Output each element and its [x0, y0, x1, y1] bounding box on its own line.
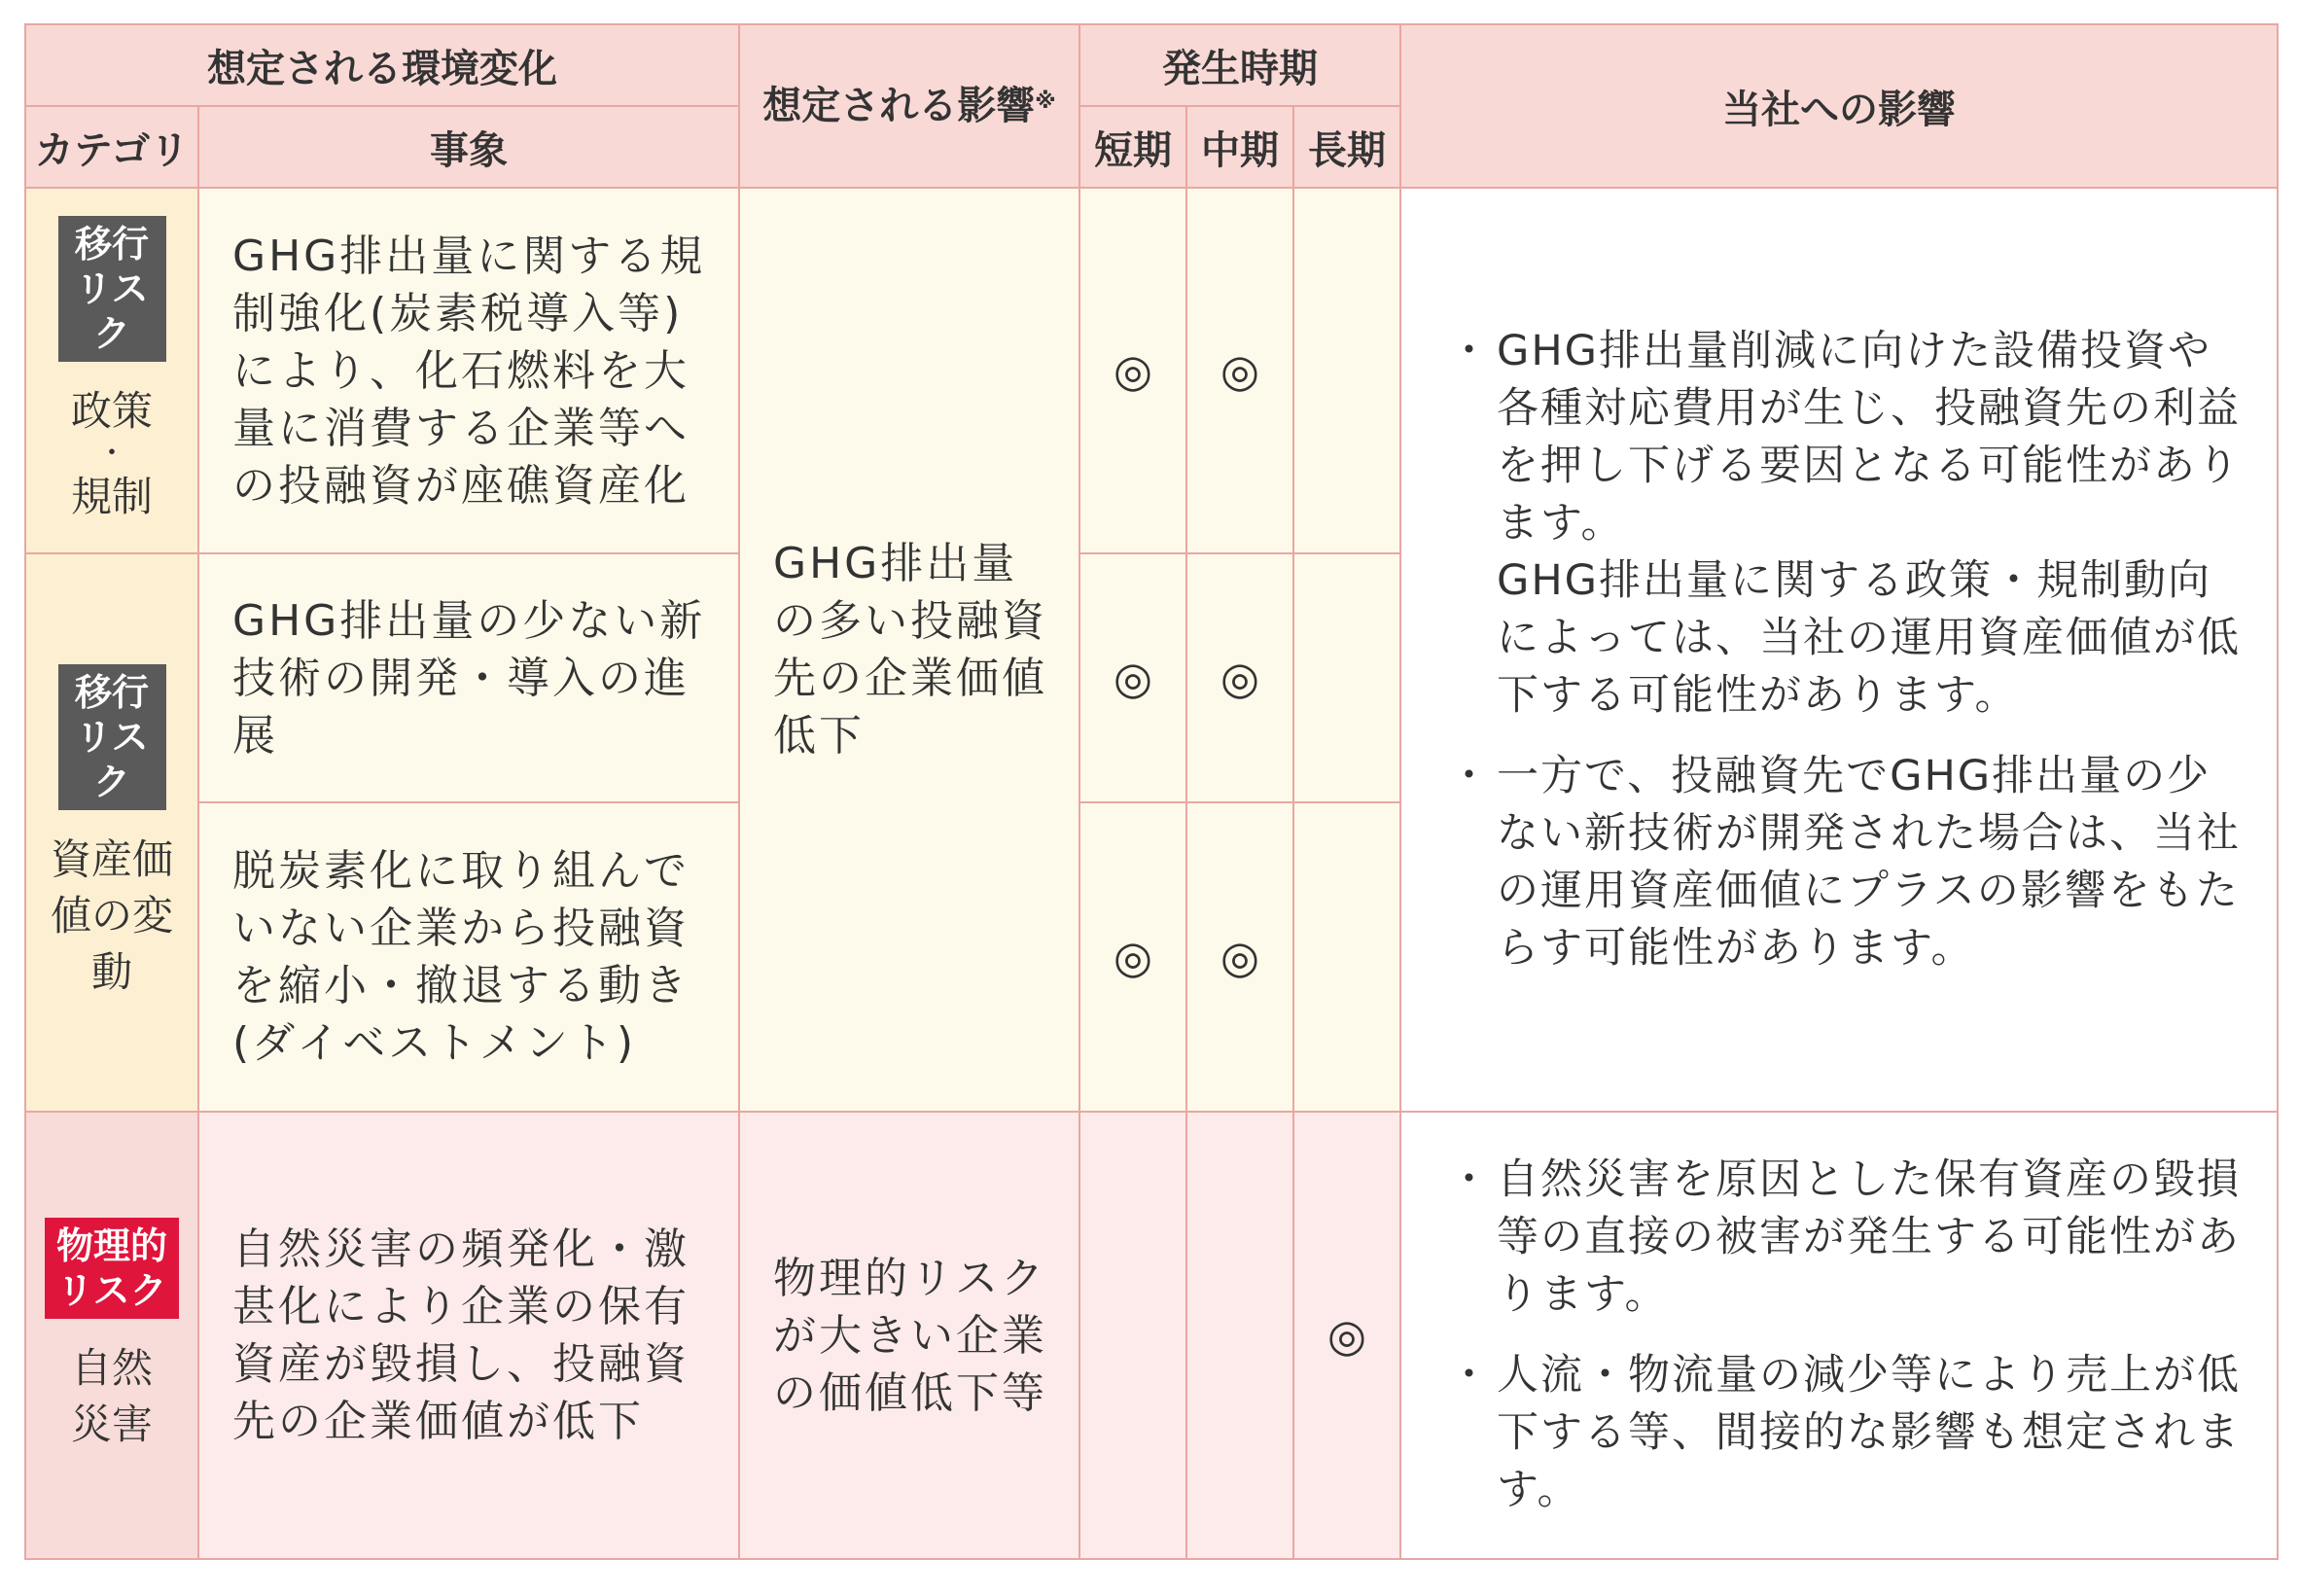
expected-impact-header	[739, 24, 1079, 188]
category-label-top: 政策	[70, 387, 153, 435]
physical-effect-list	[1452, 1152, 2242, 1519]
event-cell: 脱炭素化に取り組んでいない企業から投融資を縮小・撤退する動き(ダイベストメント)	[198, 802, 739, 1112]
short-term-mark: ◎	[1079, 802, 1186, 1112]
category-label: 自然災害	[71, 1344, 154, 1448]
category-cell	[25, 553, 198, 1112]
physical-risk-badge	[45, 1218, 179, 1319]
short-term-mark: ◎	[1079, 188, 1186, 553]
category-dot: ・	[97, 437, 126, 471]
event-header: 事象	[198, 106, 739, 188]
event-cell: GHG排出量に関する規制強化(炭素税導入等)により、化石燃料を大量に消費する企業等への投融資が座礁資産化	[198, 188, 739, 553]
transition-risk-badge	[58, 216, 166, 362]
effect-text-continued: GHG排出量に関する政策・規制動向によっては、当社の運用資産価値が低下する可能性があります。	[1497, 555, 2241, 720]
mid-term-mark: ◎	[1186, 188, 1293, 553]
badge-label: 物理的リスク	[55, 1224, 167, 1312]
list-item: ・ 自然災害を原因とした保有資産の毀損等の直接の被害が発生する可能性があります。	[1452, 1152, 2242, 1324]
short-term-mark	[1079, 1112, 1186, 1559]
physical-effect-cell	[1400, 1112, 2278, 1559]
badge-label: 移行リスク	[74, 671, 149, 803]
timing-header: 発生時期	[1079, 24, 1400, 106]
long-term-header: 長期	[1293, 106, 1400, 188]
long-term-mark: ◎	[1293, 1112, 1400, 1559]
mid-term-mark: ◎	[1186, 553, 1293, 802]
category-cell	[25, 188, 198, 553]
table-row	[25, 1112, 2278, 1559]
short-term-header: 短期	[1079, 106, 1186, 188]
transition-effect-list	[1452, 323, 2242, 977]
badge-label: 移行リスク	[74, 223, 149, 355]
short-term-mark: ◎	[1079, 553, 1186, 802]
mid-term-mark	[1186, 1112, 1293, 1559]
expected-impact-label: 想定される影響	[762, 84, 1036, 128]
category-label: 資産価値の変動	[51, 835, 174, 996]
category-label-bottom: 規制	[70, 473, 153, 520]
list-item: ・ 人流・物流量の減少等により売上が低下する等、間接的な影響も想定されます。	[1452, 1347, 2242, 1519]
long-term-mark	[1293, 553, 1400, 802]
physical-impact-cell: 物理的リスクが大きい企業の価値低下等	[739, 1112, 1079, 1559]
long-term-mark	[1293, 802, 1400, 1112]
effect-header: 当社への影響	[1400, 24, 2278, 188]
transition-risk-badge	[58, 664, 166, 810]
env-change-header: 想定される環境変化	[25, 24, 739, 106]
event-cell: 自然災害の頻発化・激甚化により企業の保有資産が毀損し、投融資先の企業価値が低下	[198, 1112, 739, 1559]
category-header: カテゴリ	[25, 106, 198, 188]
category-cell	[25, 1112, 198, 1559]
transition-effect-cell	[1400, 188, 2278, 1112]
climate-risk-table	[24, 23, 2279, 1560]
event-cell: GHG排出量の少ない新技術の開発・導入の進展	[198, 553, 739, 802]
effect-text: ・ GHG排出量削減に向けた設備投資や各種対応費用が生じ、投融資先の利益を押し下げる要因となる可能性があります。	[1497, 326, 2241, 548]
note-mark: ※	[1035, 89, 1056, 114]
mid-term-header: 中期	[1186, 106, 1293, 188]
list-item	[1452, 323, 2242, 725]
mid-term-mark: ◎	[1186, 802, 1293, 1112]
header-row-1	[25, 24, 2278, 106]
list-item: ・ 一方で、投融資先でGHG排出量の少ない新技術が開発された場合は、当社の運用資産価値にプラスの影響をもたらす可能性があります。	[1452, 748, 2242, 977]
transition-impact-cell: GHG排出量の多い投融資先の企業価値低下	[739, 188, 1079, 1112]
long-term-mark	[1293, 188, 1400, 553]
table-row	[25, 188, 2278, 553]
